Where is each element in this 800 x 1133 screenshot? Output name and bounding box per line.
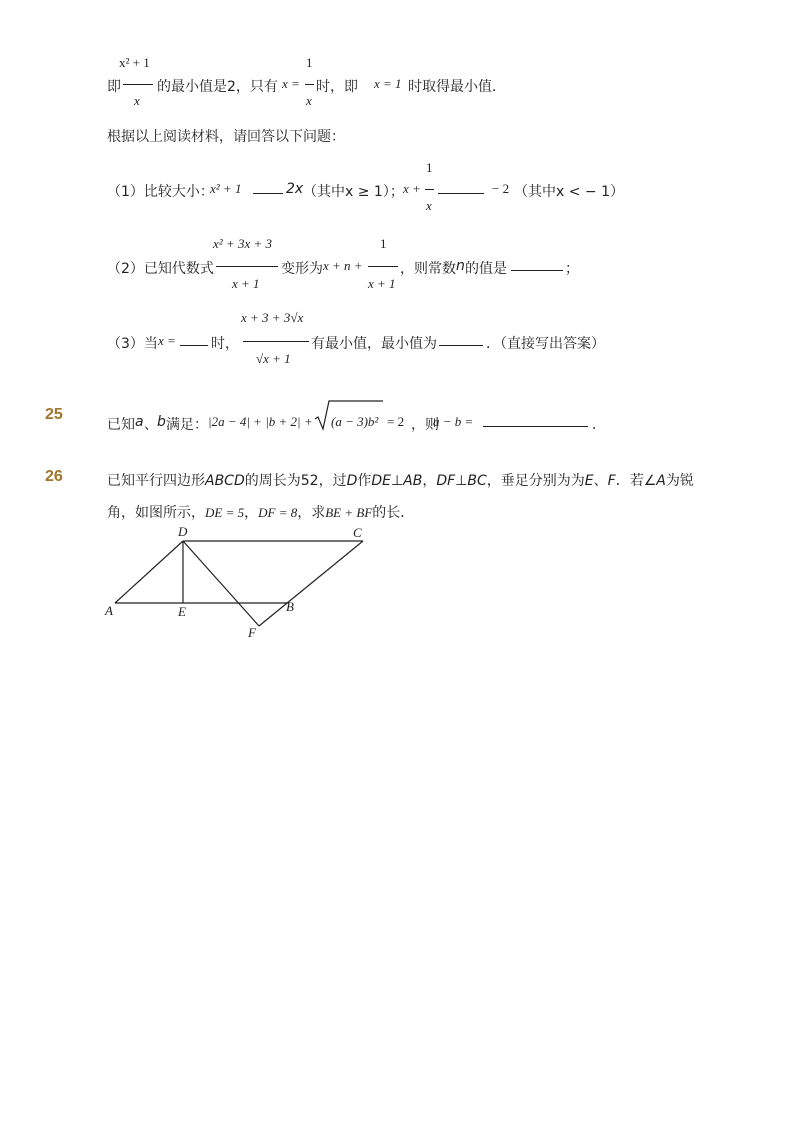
q26-text: ，垂足分别为为 [486, 473, 585, 489]
q26-var-d: D [346, 473, 358, 489]
q1-frac-num: 1 [426, 160, 433, 175]
q3-blank-2[interactable] [439, 333, 483, 346]
q3-expr: x = [158, 333, 176, 348]
label-d: D [178, 524, 188, 539]
q2-frac-num: x² + 3x + 3 [213, 236, 272, 251]
q2-expr: x + n + [323, 258, 363, 273]
q1-expr-b: 2x [286, 181, 304, 197]
q1-expr-d: − 2 [492, 181, 510, 196]
q26-text: 的周长为52，过 [244, 473, 347, 489]
intro-small-num: 1 [306, 55, 313, 70]
intro-text-min: 的最小值是2，只有 [157, 79, 278, 95]
q26-text: 角，如图所示， [107, 505, 205, 521]
q26-df-8: DF = 8 [258, 505, 298, 520]
intro-frac-numerator: x² + 1 [119, 55, 150, 70]
q25-expr: |2a − 4| + |b + 2| + [208, 414, 313, 429]
q3-prefix: （3）当 [107, 336, 158, 352]
q2-var-n: n [456, 258, 465, 274]
label-f: F [248, 625, 256, 640]
q26-text: ， [244, 505, 259, 521]
q26-be-bf: BE + BF [325, 505, 373, 520]
q2-blank[interactable] [511, 258, 563, 271]
label-c: C [353, 525, 362, 540]
q2-suffix-b: 的值是 [465, 261, 507, 277]
q1-frac-den: x [426, 198, 432, 213]
q2-fraction-bar [216, 266, 278, 267]
q25-sep: 、 [144, 417, 158, 433]
intro-text-end: 时取得最小值． [408, 79, 506, 95]
intro-frac-denominator: x [134, 93, 140, 108]
intro-x-eq-1: x = 1 [374, 76, 402, 91]
q26-text: 作 [357, 473, 372, 489]
q26-abcd: ABCD [205, 473, 245, 489]
q26-de-perp-ab: DE⊥AB [371, 473, 423, 489]
intro-x-eq: x = [282, 76, 300, 91]
q3-mid: 时， [211, 336, 239, 352]
q1-expr-c: x + [403, 181, 421, 196]
q3-suffix: 有最小值，最小值为 [311, 336, 437, 352]
q26-var-e: E [584, 473, 594, 489]
q26-text: ．若∠ [615, 473, 657, 489]
label-b: B [286, 599, 294, 614]
q26-text: 、 [593, 473, 608, 489]
parallelogram-figure [100, 520, 380, 645]
q25-blank[interactable] [483, 414, 588, 427]
intro-small-den: x [306, 93, 312, 108]
q25-var-b: b [157, 414, 166, 430]
edge-ad [115, 541, 183, 603]
edge-cf [259, 541, 363, 626]
q3-frac-num: x + 3 + 3√x [241, 310, 304, 325]
q2-mid: 变形为 [281, 261, 323, 277]
q1-prefix: （1）比较大小： [107, 184, 214, 200]
q25-sqrt-content: (a − 3)b² [331, 414, 379, 429]
q26-text: 已知平行四边形 [107, 473, 205, 489]
q26-text: ，求 [297, 505, 326, 521]
q2-prefix: （2）已知代数式 [107, 261, 214, 277]
intro-small-bar [305, 84, 314, 85]
q1-cond-a: （其中x ≥ 1）； [303, 184, 404, 200]
label-e: E [178, 604, 186, 619]
q26-line-1 [107, 470, 694, 490]
q1-expr-a: x² + 1 [210, 181, 242, 196]
q25-eq: = 2 [387, 414, 405, 429]
segment-df [183, 541, 259, 626]
instruction-text: 根据以上阅读材料，请回答以下问题： [107, 129, 345, 145]
q26-text: 的长． [372, 505, 415, 521]
q1-blank-1[interactable] [253, 181, 283, 194]
q1-fraction-bar [425, 189, 434, 190]
q2-frac-den: x + 1 [232, 276, 260, 291]
q1-cond-b: （其中x < − 1） [514, 184, 625, 200]
q25-text-b: 满足： [166, 417, 208, 433]
q3-end: ．（直接写出答案） [486, 336, 605, 352]
question-number-25: 25 [45, 406, 63, 423]
question-number-26: 26 [45, 468, 63, 485]
q2-fraction2-bar [368, 266, 398, 267]
q26-var-f: F [607, 473, 616, 489]
q2-end: ； [565, 261, 579, 277]
q3-blank-1[interactable] [180, 333, 208, 346]
q25-var-a: a [135, 414, 144, 430]
q2-frac2-den: x + 1 [368, 276, 396, 291]
intro-text-shi: 时，即 [316, 79, 358, 95]
q3-fraction-bar [243, 341, 309, 342]
q25-text-a: 已知 [107, 417, 135, 433]
q25-text-c: ，则 [411, 417, 439, 433]
q3-frac-den: √x + 1 [256, 351, 291, 366]
q1-blank-2[interactable] [438, 181, 484, 194]
label-a: A [105, 603, 113, 618]
intro-text-ji: 即 [107, 79, 121, 95]
q26-de-5: DE = 5 [205, 505, 245, 520]
q26-text: 为锐 [665, 473, 694, 489]
q2-frac2-num: 1 [380, 236, 387, 251]
q26-df-perp-bc: DF⊥BC [436, 473, 487, 489]
q25-end: ． [592, 417, 606, 433]
q25-expr-ab: a − b = [433, 414, 474, 429]
q26-text: ， [422, 473, 437, 489]
q2-suffix-a: ，则常数 [400, 261, 456, 277]
intro-fraction-bar [123, 84, 153, 85]
q26-var-a: A [656, 473, 666, 489]
q26-line-2 [107, 502, 414, 522]
